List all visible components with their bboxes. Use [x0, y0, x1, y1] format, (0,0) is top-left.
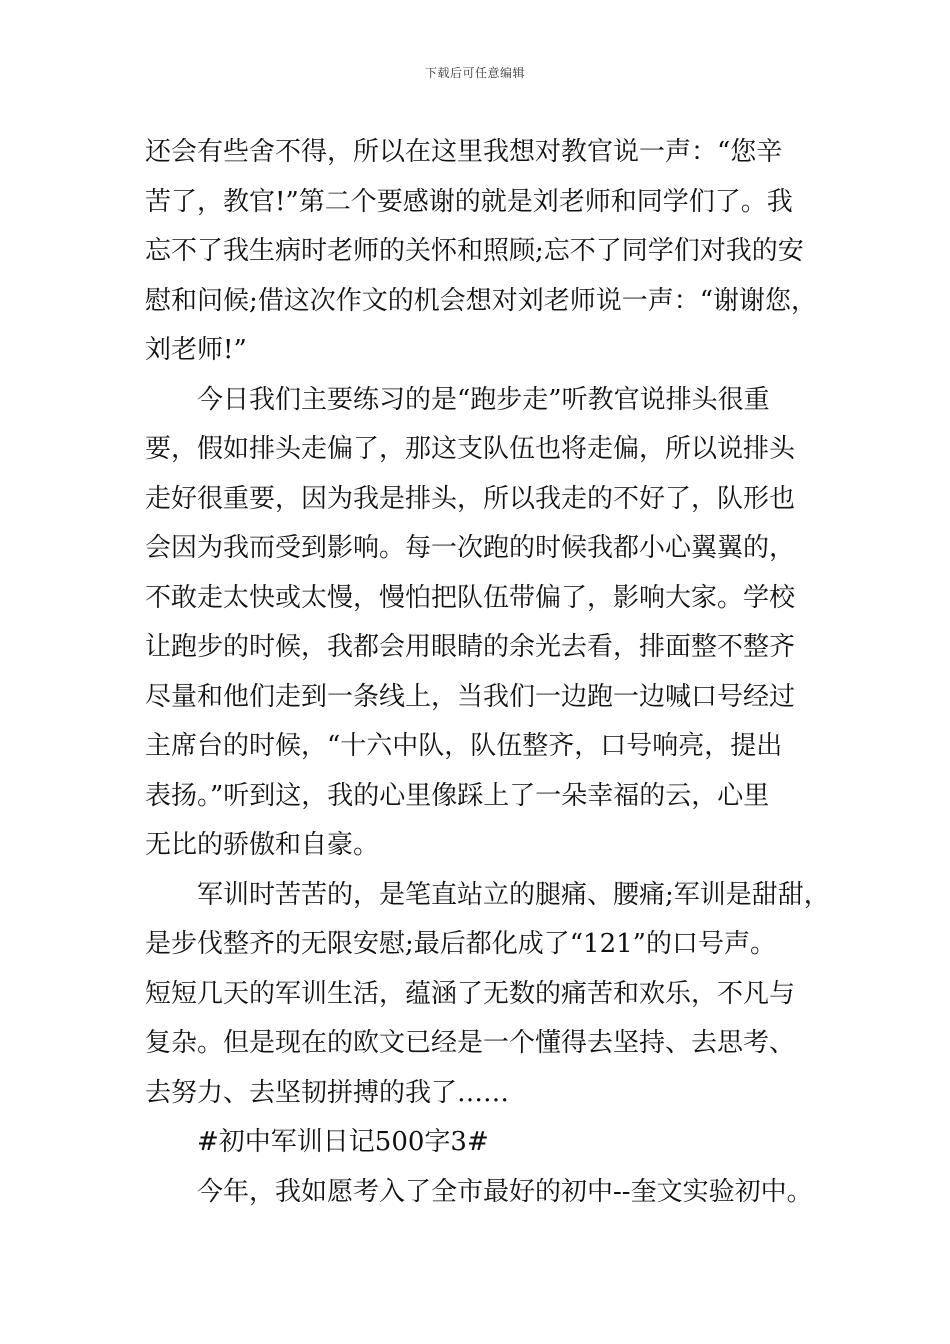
text-line: 军训时苦苦的，是笔直站立的腿痛、腰痛;军训是甜甜， — [197, 879, 830, 910]
text-line: 尽量和他们走到一条线上，当我们一边跑一边喊口号经过 — [145, 681, 796, 712]
document-body — [145, 128, 835, 1217]
text-line: 忘不了我生病时老师的关怀和照顾;忘不了同学们对我的安 — [145, 236, 804, 266]
text-line: 无比的骄傲和自豪。 — [145, 830, 380, 860]
text-line: 刘老师!” — [145, 335, 247, 365]
text-line: 苦了，教官!”第二个要感谢的就是刘老师和同学们了。我 — [145, 186, 793, 217]
text-line: 走好很重要，因为我是排头，所以我走的不好了，队形也 — [145, 483, 796, 514]
text-line: 不敢走太快或太慢，慢怕把队伍带偏了，影响大家。学校 — [145, 582, 796, 613]
text-line: 会因为我而受到影响。每一次跑的时候我都小心翼翼的， — [145, 533, 796, 563]
text-line: 主席台的时候，“十六中队，队伍整齐，口号响亮，提出 — [145, 731, 783, 761]
text-line: 复杂。但是现在的欧文已经是一个懂得去坚持、去思考、 — [145, 1028, 796, 1058]
text-line: 还会有些舍不得，所以在这里我想对教官说一声：“您辛 — [145, 137, 783, 167]
text-line: 让跑步的时候，我都会用眼睛的余光去看，排面整不整齐 — [145, 632, 796, 662]
text-line: 短短几天的军训生活，蕴涵了无数的痛苦和欢乐，不凡与 — [145, 978, 796, 1009]
text-line: 是步伐整齐的无限安慰;最后都化成了“121”的口号声。 — [145, 929, 776, 959]
text-line: #初中军训日记500字3# — [197, 1127, 489, 1157]
text-line: 今年，我如愿考入了全市最好的初中--奎文实验初中。 — [197, 1176, 813, 1207]
text-line: 要，假如排头走偏了，那这支队伍也将走偏，所以说排头 — [145, 434, 796, 464]
text-line: 慰和问候;借这次作文的机会想对刘老师说一声：“谢谢您， — [145, 285, 818, 316]
page-header: 下载后可任意编辑 — [424, 66, 525, 80]
text-line: 去努力、去坚韧拼搏的我了…… — [145, 1077, 510, 1108]
text-line: 今日我们主要练习的是“跑步走”听教官说排头很重 — [197, 384, 770, 415]
text-line: 表扬。”听到这，我的心里像踩上了一朵幸福的云，心里 — [145, 780, 770, 811]
